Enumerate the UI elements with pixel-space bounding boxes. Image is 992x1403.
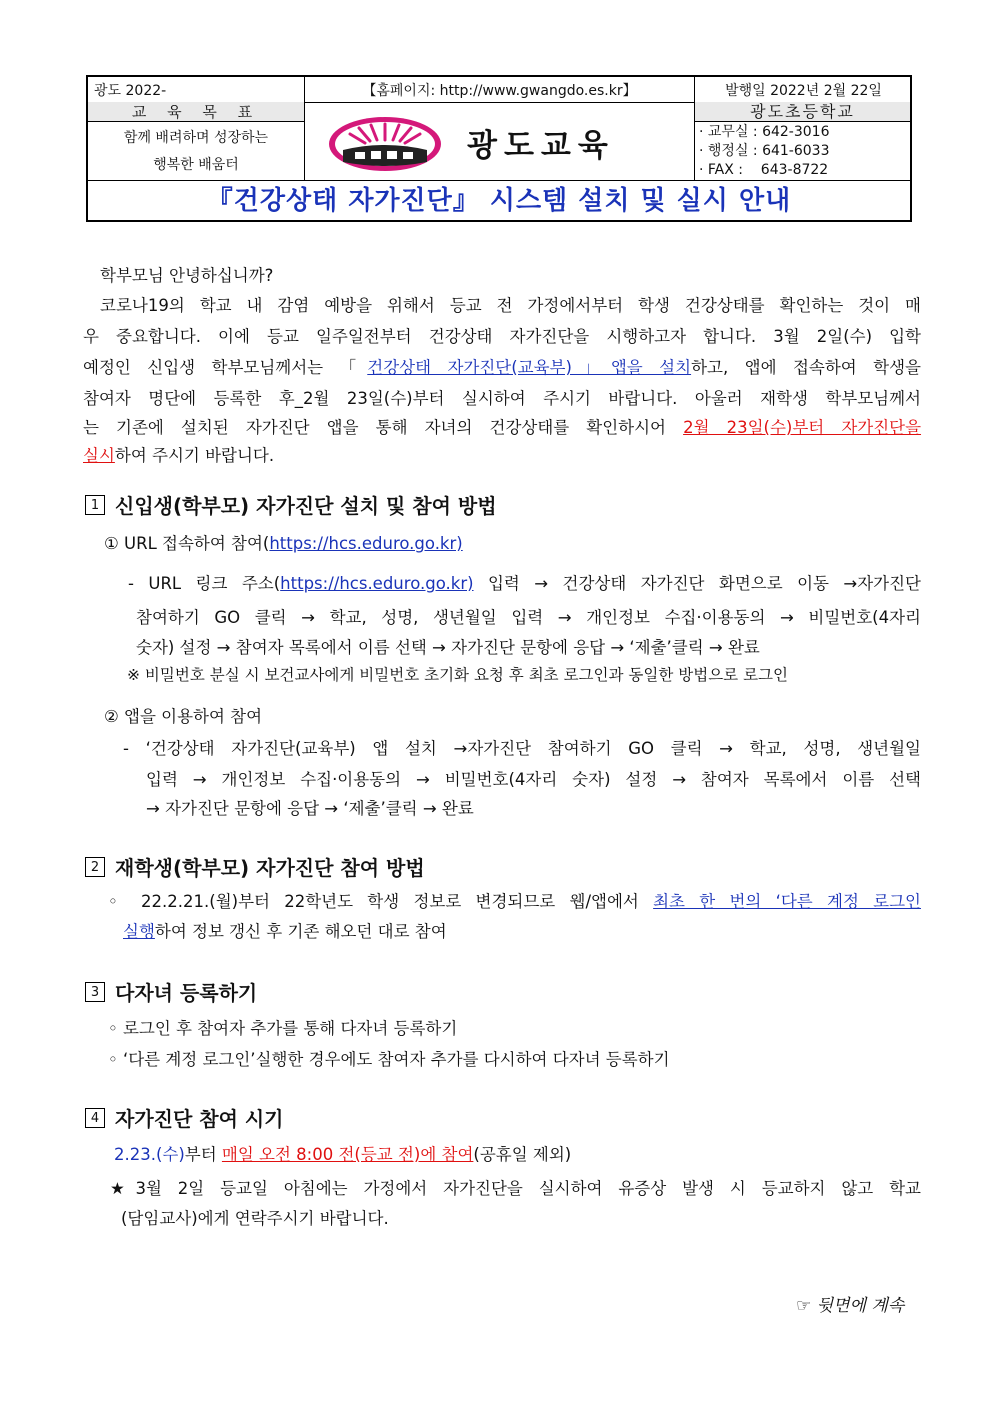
participation-deadline: 매일 오전 8:00 전(등교 전)에 참여	[221, 1145, 474, 1164]
section-2-line-2	[123, 918, 447, 942]
section-text: (공휴일 제외)	[473, 1145, 572, 1164]
first-day-notice-line-1: ★3월 2일 등교일 아침에는 가정에서 자가진단을 실시하여 유증상 발생 시 등교하지 않고 학교	[110, 1179, 921, 1198]
continued-on-back: ☞ 뒷면에 계속	[796, 1296, 905, 1316]
logo-area	[305, 102, 695, 180]
section-2-heading	[85, 852, 425, 881]
education-goal	[88, 122, 305, 180]
intro-line-3	[83, 354, 921, 378]
contact-list	[699, 123, 909, 180]
education-goal-title: 교 육 목 표	[88, 102, 305, 122]
section-title: 다자녀 등록하기	[115, 981, 258, 1005]
education-goal-line2: 행복한 배움터	[153, 157, 239, 173]
section-text: ◦ 22.2.21.(월)부터 22학년도 학생 정보로 변경되므로 웹/앱에서	[108, 892, 654, 911]
section-title: 신입생(학부모) 자가진단 설치 및 참여 방법	[115, 494, 497, 518]
other-account-login-emphasis: 최초 한 번의 ‘다른 계정 로그인	[653, 892, 921, 911]
section-text: 부터	[184, 1145, 222, 1164]
install-app-link: 건강상태 자가진단(교육부)」앱을 설치	[367, 358, 692, 377]
method-2-title: ② 앱을 이용하여 참여	[104, 707, 263, 726]
newsletter-header	[86, 75, 912, 222]
participation-time	[114, 1141, 571, 1165]
newsletter-title: 광도교육	[467, 128, 615, 164]
homepage-url[interactable]: 【홈페이지: http://www.gwangdo.es.kr】	[305, 77, 695, 102]
section-1-heading	[85, 490, 497, 519]
greeting: 학부모님 안녕하십니까?	[100, 266, 274, 285]
start-date-emphasis: 실시	[83, 446, 115, 465]
section-number-box: 3	[85, 982, 105, 1002]
participation-date: 2.23.(수)	[114, 1145, 185, 1164]
contact-admin: · 행정실 : 641-6033	[699, 143, 830, 159]
method-text: ① URL 접속하여 참여(	[104, 534, 270, 553]
contact-fax: · FAX : 643-8722	[699, 162, 829, 178]
intro-line-6	[83, 442, 274, 466]
school-name: 광도초등학교	[695, 102, 910, 122]
doc-number: 광도 2022-	[88, 77, 305, 102]
method-text: - URL 링크 주소(	[128, 574, 281, 593]
section-number-box: 4	[85, 1108, 105, 1128]
method-2-line-1: - ‘건강상태 자가진단(교육부) 앱 설치 →자가진단 참여하기 GO 클릭 → 학교, 성명, 생년월일	[123, 739, 921, 758]
section-3-heading	[85, 977, 257, 1006]
section-title: 자가진단 참여 시기	[115, 1107, 284, 1131]
intro-text: 는 기존에 설치된 자가진단 앱을 통해 자녀의 건강상태를 확인하시어	[83, 418, 684, 437]
method-1-line-1	[128, 570, 921, 594]
intro-text: 예정인 신입생 학부모님께서는 「	[83, 358, 368, 377]
first-day-notice-line-2: (담임교사)에게 연락주시기 바랍니다.	[121, 1209, 389, 1228]
intro-text: 하고, 앱에 접속하여 학생을	[691, 358, 921, 377]
hcs-url-link[interactable]: https://hcs.eduro.go.kr)	[280, 574, 474, 593]
password-note: ※ 비밀번호 분실 시 보건교사에게 비밀번호 초기화 요청 후 최초 로그인과 동일한 방법으로 로그인	[127, 666, 788, 684]
education-goal-line1: 함께 배려하며 성장하는	[123, 130, 269, 146]
intro-line-2: 우 중요합니다. 이에 등교 일주일전부터 건강상태 자가진단을 시행하고자 합니다. 3월 2일(수) 입학	[83, 327, 921, 346]
intro-line-5	[83, 414, 921, 438]
section-text: 하여 정보 갱신 후 기존 해오던 대로 참여	[154, 922, 447, 941]
section-number-box: 1	[85, 495, 105, 515]
intro-text: 하여 주시기 바랍니다.	[114, 446, 275, 465]
hcs-url-link[interactable]: https://hcs.eduro.go.kr)	[269, 534, 463, 553]
section-4-heading	[85, 1103, 284, 1132]
page-title: 『건강상태 자가진단』 시스템 설치 및 실시 안내	[88, 180, 910, 220]
section-2-line-1	[108, 888, 921, 912]
start-date-emphasis: 2월 23일(수)부터 자가진단을	[683, 418, 922, 437]
intro-line-4: 참여자 명단에 등록한 후_2월 23일(수)부터 실시하여 주시기 바랍니다. 아울러 재학생 학부모님께서	[83, 389, 921, 408]
contact-office: · 교무실 : 642-3016	[699, 124, 830, 140]
method-1-line-3: 숫자) 설정 → 참여자 목록에서 이름 선택 → 자가진단 문항에 응답 → ‘제출’클릭 → 완료	[136, 638, 760, 657]
method-1-line-2: 참여하기 GO 클릭 → 학교, 성명, 생년월일 입력 → 개인정보 수집·이용동의 → 비밀번호(4자리	[136, 608, 921, 627]
section-3-line-2: ◦ ‘다른 계정 로그인’실행한 경우에도 참여자 추가를 다시하여 다자녀 등록하기	[108, 1050, 670, 1069]
method-2-line-2: 입력 → 개인정보 수집·이용동의 → 비밀번호(4자리 숫자) 설정 → 참여자 목록에서 이름 선택	[146, 770, 921, 789]
method-text: 입력 → 건강상태 자가진단 화면으로 이동 →자가진단	[473, 574, 921, 593]
method-2-line-3: → 자가진단 문항에 응답 → ‘제출’클릭 → 완료	[146, 799, 474, 818]
issue-date: 발행일 2022년 2월 22일	[725, 82, 882, 99]
other-account-login-emphasis: 실행	[123, 922, 155, 941]
section-3-line-1: ◦ 로그인 후 참여자 추가를 통해 다자녀 등록하기	[108, 1019, 458, 1038]
section-title: 재학생(학부모) 자가진단 참여 방법	[115, 856, 425, 880]
intro-line-1: 코로나19의 학교 내 감염 예방을 위해서 등교 전 가정에서부터 학생 건강상태를 확인하는 것이 매	[100, 296, 921, 315]
school-logo-icon	[325, 110, 445, 174]
method-1-title	[104, 530, 463, 554]
section-number-box: 2	[85, 857, 105, 877]
